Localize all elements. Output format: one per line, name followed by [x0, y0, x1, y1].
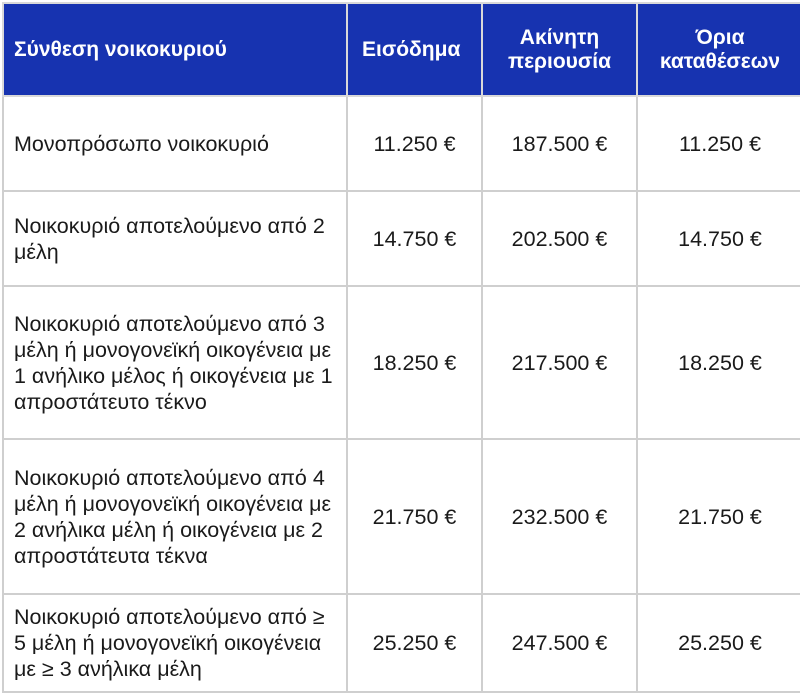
real-estate-cell: 187.500 €	[482, 96, 637, 191]
table-row	[3, 286, 800, 439]
header-real-estate: Ακίνητη περιουσία	[482, 3, 637, 96]
household-composition-cell: Νοικοκυριό αποτελούμενο από 4 μέλη ή μονογονεϊκή οικογένεια με 2 ανήλικα μέλη ή οικογένεια με 2 απροστάτευτα τέκνα	[3, 439, 347, 594]
deposit-limit-cell: 21.750 €	[637, 439, 800, 594]
header-row	[3, 3, 800, 96]
deposit-limit-cell: 18.250 €	[637, 286, 800, 439]
header-deposit-limits: Όρια καταθέσεων	[637, 3, 800, 96]
table-row	[3, 191, 800, 286]
real-estate-cell: 202.500 €	[482, 191, 637, 286]
real-estate-cell: 232.500 €	[482, 439, 637, 594]
real-estate-cell: 217.500 €	[482, 286, 637, 439]
table-header	[3, 3, 800, 96]
table-body	[3, 96, 800, 692]
deposit-limit-cell: 25.250 €	[637, 594, 800, 692]
household-limits-table	[2, 2, 800, 693]
table-row	[3, 594, 800, 692]
household-composition-cell: Μονοπρόσωπο νοικοκυριό	[3, 96, 347, 191]
deposit-limit-cell: 14.750 €	[637, 191, 800, 286]
header-household-composition: Σύνθεση νοικοκυριού	[3, 3, 347, 96]
household-composition-cell: Νοικοκυριό αποτελούμενο από ≥ 5 μέλη ή μονογονεϊκή οικογένεια με ≥ 3 ανήλικα μέλη	[3, 594, 347, 692]
income-cell: 14.750 €	[347, 191, 482, 286]
deposit-limit-cell: 11.250 €	[637, 96, 800, 191]
income-cell: 11.250 €	[347, 96, 482, 191]
header-income: Εισόδημα	[347, 3, 482, 96]
household-composition-cell: Νοικοκυριό αποτελούμενο από 3 μέλη ή μονογονεϊκή οικογένεια με 1 ανήλικο μέλος ή οικογένεια με 1 απροστάτευτο τέκνο	[3, 286, 347, 439]
table-row	[3, 439, 800, 594]
income-cell: 21.750 €	[347, 439, 482, 594]
income-cell: 18.250 €	[347, 286, 482, 439]
real-estate-cell: 247.500 €	[482, 594, 637, 692]
table-row	[3, 96, 800, 191]
household-composition-cell: Νοικοκυριό αποτελούμενο από 2 μέλη	[3, 191, 347, 286]
income-cell: 25.250 €	[347, 594, 482, 692]
